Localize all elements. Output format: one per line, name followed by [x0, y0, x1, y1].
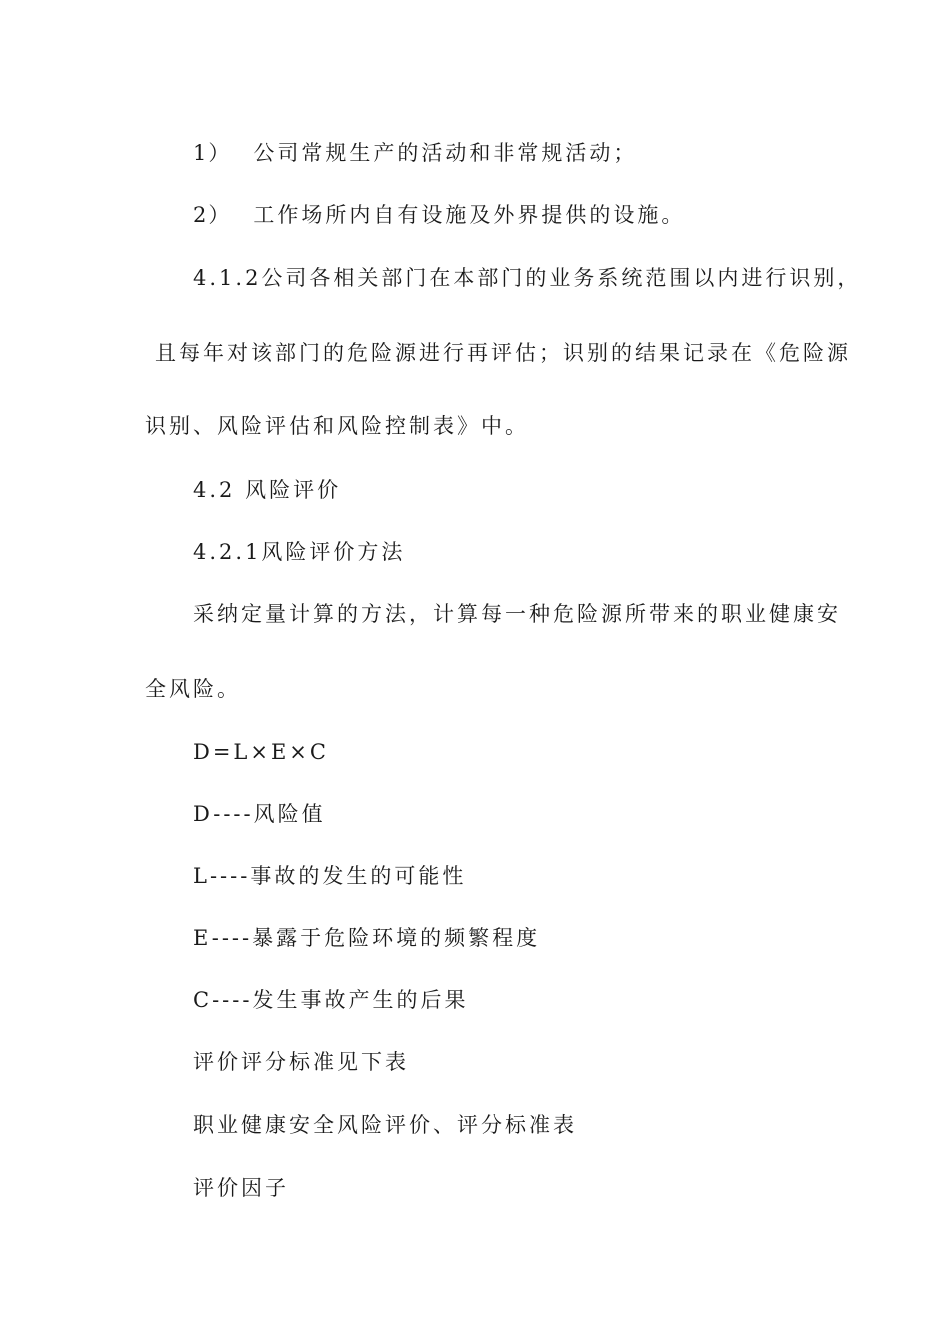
- list-item-1-label: 1）: [193, 141, 232, 165]
- section-heading-4-2: 4.2 风险评价: [193, 478, 342, 502]
- definition-c: C----发生事故产生的后果: [193, 988, 469, 1012]
- definition-l: L----事故的发生的可能性: [193, 864, 467, 888]
- list-item-2-text: 工作场所内自有设施及外界提供的设施。: [253, 203, 686, 227]
- table-title: 职业健康安全风险评价、评分标准表: [193, 1113, 577, 1137]
- section-heading-4-2-1: 4.2.1风险评价方法: [193, 540, 406, 564]
- paragraph-method-line-2: 全风险。: [145, 677, 241, 701]
- table-reference-note: 评价评分标准见下表: [193, 1050, 409, 1074]
- paragraph-412-line-2: 且每年对该部门的危险源进行再评估；识别的结果记录在《危险源: [155, 341, 851, 365]
- definition-e: E----暴露于危险环境的频繁程度: [193, 926, 541, 950]
- factor-heading: 评价因子: [193, 1176, 289, 1200]
- risk-formula: D=L×E×C: [193, 740, 329, 764]
- list-item-1-text: 公司常规生产的活动和非常规活动；: [253, 141, 638, 165]
- paragraph-412-line-3: 识别、风险评估和风险控制表》中。: [145, 414, 529, 438]
- paragraph-412-line-1: 4.1.2公司各相关部门在本部门的业务系统范围以内进行识别，: [193, 266, 862, 290]
- list-item-2-label: 2）: [193, 203, 232, 227]
- paragraph-method-line-1: 采纳定量计算的方法，计算每一种危险源所带来的职业健康安: [193, 602, 841, 626]
- definition-d: D----风险值: [193, 802, 326, 826]
- list-item-1: [193, 139, 637, 167]
- list-item-2: [193, 201, 685, 229]
